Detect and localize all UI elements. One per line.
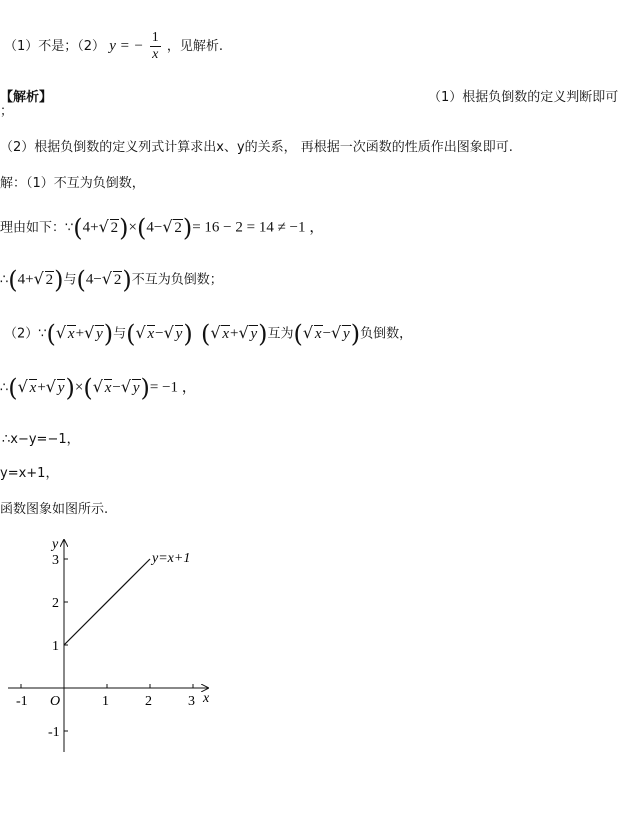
term-plus: +	[75, 325, 85, 342]
sqrt-y-radicand: y	[250, 325, 258, 342]
paren-open: (	[76, 266, 86, 294]
line2-prefix: 理由如下：∵	[0, 220, 74, 236]
sqrt-y	[85, 326, 104, 343]
sqrt-y	[122, 380, 141, 397]
sqrt-y	[47, 380, 66, 397]
x-axis-label: x	[203, 691, 210, 706]
paren-open: (	[200, 320, 211, 348]
sqrt-y-radicand: y	[343, 325, 350, 342]
x-tick-label: 3	[188, 694, 195, 709]
sqrt-x	[19, 380, 38, 397]
sqrt-y	[239, 326, 258, 343]
analysis-semicolon: ；	[0, 104, 14, 119]
line3-tail: 不互为负倒数；	[131, 272, 223, 288]
sqrt-x	[94, 380, 113, 397]
therefore: ∴	[0, 380, 9, 396]
paren-open: (	[8, 374, 18, 402]
line5-tail: = −1 ，	[149, 379, 197, 396]
line4-prefix: （2）∵	[4, 326, 47, 342]
sqrt-x-radicand: x	[222, 325, 229, 342]
term-minus: −	[93, 271, 102, 288]
line4-tail: 负倒数，	[360, 326, 413, 342]
sqrt-y	[332, 326, 351, 343]
analysis-right-text: （1）根据负倒数的定义判断即可	[428, 90, 619, 105]
y-tick-label: 3	[52, 553, 59, 568]
term-plus: +	[37, 379, 46, 396]
sqrt-two	[100, 220, 120, 237]
paren-open: (	[126, 320, 136, 348]
sqrt-x-radicand: x	[29, 379, 37, 396]
solution-line5	[0, 374, 197, 402]
line2-tail: = 16 − 2 = 14 ≠ −1 ，	[192, 219, 325, 236]
term-four: 4	[85, 271, 94, 288]
solution-line1: 解：（1）不互为负倒数，	[0, 176, 145, 191]
term-four: 4	[146, 219, 154, 236]
sqrt-y-radicand: y	[96, 325, 103, 342]
mutual-word: 互为	[267, 326, 294, 342]
term-plus: +	[230, 325, 239, 342]
sqrt-x-radicand: x	[147, 325, 155, 342]
y-tick-label: -1	[48, 725, 60, 740]
therefore: ∴	[0, 272, 9, 288]
sqrt-two-radicand: 2	[45, 271, 54, 288]
answer-parts: （1）不是；（2）	[4, 39, 106, 54]
term-plus: +	[90, 219, 99, 236]
term-plus: +	[25, 271, 34, 288]
answer-fraction	[150, 30, 161, 63]
solution-line4	[4, 320, 412, 348]
and-word: 与	[63, 272, 77, 288]
paren-open: (	[8, 266, 18, 294]
term-minus: −	[322, 325, 332, 342]
function-graph	[0, 530, 230, 770]
sqrt-x	[57, 326, 76, 343]
sqrt-two	[103, 272, 123, 289]
term-minus: −	[155, 325, 164, 342]
sqrt-x-radicand: x	[104, 379, 112, 396]
sqrt-x-radicand: x	[67, 325, 75, 342]
y-axis-label: y	[52, 537, 59, 552]
solution-line6: ∴x−y=−1，	[2, 432, 80, 447]
paren-close: )	[182, 214, 193, 242]
paren-close: )	[103, 320, 114, 348]
answer-line	[4, 30, 223, 63]
paren-close: )	[350, 320, 361, 348]
term-four: 4	[17, 271, 26, 288]
paren-close: )	[140, 374, 150, 402]
solution-line7: y=x+1，	[0, 466, 59, 481]
term-times: ×	[74, 379, 84, 396]
analysis-label: 【解析】	[0, 90, 53, 105]
line-y-eq-x-plus-1	[64, 559, 150, 645]
solution-line3	[0, 266, 223, 294]
paren-close: )	[119, 214, 129, 242]
paren-open: (	[136, 214, 147, 242]
y-tick-label: 1	[52, 639, 59, 654]
sqrt-two-radicand: 2	[110, 219, 119, 236]
paren-open: (	[46, 320, 56, 348]
sqrt-two-radicand: 2	[113, 271, 122, 288]
sqrt-y-radicand: y	[57, 379, 65, 396]
line-label: y=x+1	[152, 551, 191, 566]
origin-label: O	[50, 694, 61, 709]
y-tick-label: 2	[52, 596, 59, 611]
paren-close: )	[258, 320, 268, 348]
term-four: 4	[82, 219, 91, 236]
x-tick-label: 1	[102, 694, 109, 709]
sqrt-y-radicand: y	[132, 379, 140, 396]
x-tick-label: 2	[145, 694, 152, 709]
sqrt-y-radicand: y	[175, 325, 183, 342]
paren-close: )	[54, 266, 64, 294]
paren-open: (	[293, 320, 303, 348]
sqrt-x	[137, 326, 156, 343]
sqrt-y	[165, 326, 184, 343]
solution-line8: 函数图象如图所示.	[0, 502, 109, 517]
solution-line2	[0, 214, 324, 242]
sqrt-x-radicand: x	[314, 325, 322, 342]
and-word: 与	[113, 326, 127, 342]
answer-tail: ，见解析.	[166, 39, 224, 54]
term-times: ×	[128, 219, 137, 236]
sqrt-two-radicand: 2	[174, 219, 182, 236]
sqrt-two	[163, 220, 183, 237]
paren-close: )	[183, 320, 193, 348]
x-tick-label: -1	[16, 694, 28, 709]
fraction-numerator: 1	[151, 30, 159, 45]
sqrt-x	[211, 326, 230, 343]
paren-close: )	[122, 266, 132, 294]
sqrt-two	[35, 272, 55, 289]
analysis-line2: （2）根据负倒数的定义列式计算求出x、y的关系， 再根据一次函数的性质作出图象即可.	[0, 140, 513, 155]
paren-close: )	[65, 374, 75, 402]
paren-open: (	[73, 214, 83, 242]
paren-open: (	[83, 374, 93, 402]
term-minus: −	[153, 219, 163, 236]
sqrt-x	[304, 326, 323, 343]
answer-y-eq: y = −	[109, 38, 144, 54]
term-minus: −	[112, 379, 121, 396]
fraction-denominator: x	[152, 47, 159, 62]
